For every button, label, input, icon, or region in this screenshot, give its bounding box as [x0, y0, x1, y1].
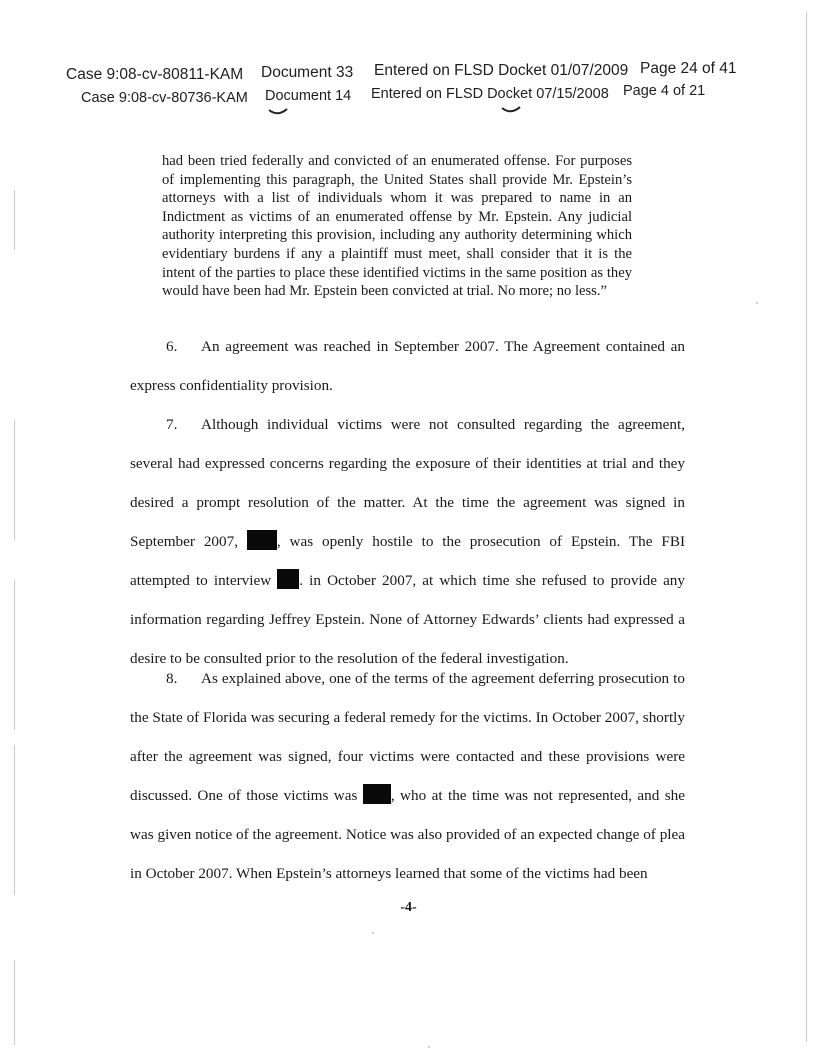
- scan-speck: [372, 932, 374, 934]
- header-page-2: Page 4 of 21: [623, 83, 706, 99]
- paragraph-7-text-c: . in October 2007, at which time she refused to provide any information regarding Jeffrey Epstein. None of Attorney Edwards’ clients had expressed a desire to be consulted prior to the resolution of the federal investigation.: [130, 572, 685, 667]
- scan-mark-right: [501, 106, 521, 114]
- paragraph-7-text-a: Although individual victims were not consulted regarding the agreement, several had expressed concerns regarding the exposure of their identities at trial and they desired a prompt resolution of the matter. At the time the agreement was signed in September 2007,: [130, 416, 685, 550]
- redaction-block: [363, 784, 391, 804]
- redaction-block: [247, 530, 277, 550]
- header-document-2: Document 14: [265, 88, 352, 104]
- scan-speck: [756, 302, 758, 304]
- redaction-block: [277, 569, 299, 589]
- scan-edge-left-5: [14, 960, 15, 1045]
- scan-edge-left-2: [14, 420, 15, 540]
- header-entered-1: Entered on FLSD Docket 01/07/2009: [374, 62, 629, 79]
- paragraph-6-number: 6.: [166, 338, 178, 355]
- paragraph-7: [130, 405, 685, 678]
- scan-edge-right: [806, 12, 807, 1042]
- scan-speck: [428, 1046, 430, 1048]
- scan-mark-left: [268, 108, 288, 116]
- paragraph-6: [130, 327, 685, 405]
- paragraph-8-text-a: As explained above, one of the terms of the agreement deferring prosecution to the State of Florida was securing a federal remedy for the victims. In October 2007, shortly after the agreement was signed, four victims were contacted and these provisions were discussed. One of those victims was: [130, 670, 685, 804]
- paragraph-8: [130, 659, 685, 893]
- paragraph-8-number: 8.: [166, 670, 178, 687]
- scan-edge-left-4: [14, 745, 15, 895]
- scan-edge-left-3: [14, 580, 15, 730]
- header-page-1: Page 24 of 41: [640, 60, 737, 77]
- header-document-1: Document 33: [261, 64, 354, 81]
- header-entered-2: Entered on FLSD Docket 07/15/2008: [371, 86, 609, 102]
- paragraph-7-text-b: , was openly hostile to the prosecution of Epstein. The FBI attempted to interview: [130, 533, 686, 589]
- paragraph-8-text-b: , who at the time was not represented, and she was given notice of the agreement. Notice was also provided of an expected change of plea in October 2007. When Epstein’s attorneys learned that some of the victims had been: [130, 787, 686, 882]
- header-case-number-2: Case 9:08-cv-80736-KAM: [81, 90, 248, 106]
- header-case-number-1: Case 9:08-cv-80811-KAM: [66, 66, 244, 83]
- quoted-agreement-text: had been tried federally and convicted of an enumerated offense. For purposes of implementing this paragraph, the United States shall provide Mr. Epstein’s attorneys with a list of individuals whom it was prepared to name in an Indictment as victims of an enumerated offense by Mr. Epstein. Any judicial authority interpreting this provision, including any authority determining which evidentiary burdens if any a plaintiff must meet, shall consider that it is the intent of the parties to place these identified victims in the same position as they would have been had Mr. Epstein been convicted at trial. No more; no less.”: [162, 153, 632, 300]
- scan-edge-left-1: [14, 190, 15, 250]
- paragraph-6-text: An agreement was reached in September 2007. The Agreement contained an express confidentiality provision.: [130, 338, 685, 394]
- paragraph-7-number: 7.: [166, 416, 178, 433]
- page-number: -4-: [400, 900, 417, 915]
